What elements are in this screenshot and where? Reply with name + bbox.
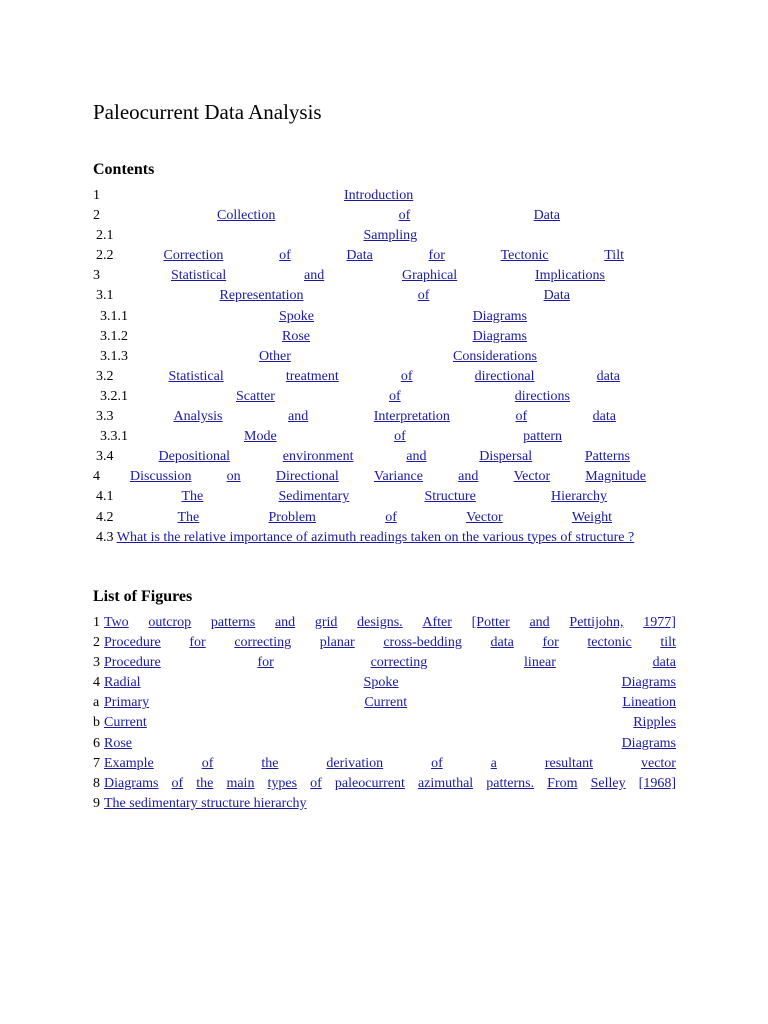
link-word: Primary — [104, 695, 150, 711]
link-word: of — [400, 368, 413, 384]
toc-number: 4.2 — [96, 509, 114, 525]
toc-link[interactable] — [182, 487, 608, 507]
link-word: the — [196, 775, 214, 791]
link-word: From — [547, 775, 578, 791]
link-word: Diagrams — [104, 775, 159, 791]
link-word: Data — [543, 288, 570, 304]
link-word: Representation — [219, 288, 304, 304]
toc-entry — [93, 387, 676, 407]
toc-entry — [93, 487, 676, 507]
link-word: directions — [514, 388, 570, 404]
toc-number: 3.2.1 — [100, 388, 128, 404]
list-of-figures-heading: List of Figures — [93, 588, 193, 605]
toc-number: 3.1.3 — [100, 348, 128, 364]
link-word: Sedimentary — [278, 489, 350, 505]
link-word: Dispersal — [479, 449, 533, 465]
link-word: for — [542, 635, 559, 651]
link-word: of — [394, 429, 406, 445]
figure-number: 8 — [93, 775, 100, 791]
figure-link[interactable] — [104, 774, 676, 794]
toc-link[interactable] — [171, 266, 605, 286]
link-word: Diagrams — [621, 675, 676, 691]
link-word: for — [257, 655, 274, 671]
link-word: vector — [640, 755, 676, 771]
link-word: Problem — [268, 509, 316, 525]
figure-entry — [93, 633, 676, 653]
link-word: Selley — [590, 775, 626, 791]
link-word: Magnitude — [585, 469, 646, 485]
toc-entry — [93, 286, 676, 306]
link-word: a — [490, 755, 497, 771]
link-word: Vector — [466, 509, 503, 525]
toc-number: 1 — [93, 188, 100, 203]
link-word: of — [388, 388, 401, 404]
link-word: linear — [524, 655, 556, 671]
link-word: Scatter — [236, 388, 275, 404]
link-word: data — [596, 368, 620, 384]
figure-entry — [93, 734, 676, 754]
figure-link[interactable] — [104, 693, 676, 713]
link-word: for — [428, 248, 445, 264]
figure-link[interactable] — [104, 633, 676, 653]
link-word: Current — [364, 695, 408, 711]
link-word: Depositional — [158, 449, 231, 465]
link-word: Procedure — [104, 635, 161, 651]
toc-link[interactable] — [178, 508, 613, 528]
link-word: pattern — [523, 429, 562, 445]
link-word: on — [226, 469, 241, 485]
link-word: of — [398, 208, 411, 224]
link-word: cross-bedding — [383, 635, 462, 651]
contents-heading: Contents — [93, 161, 155, 178]
link-word: planar — [319, 635, 355, 651]
toc-entry — [93, 307, 676, 327]
link-word: of — [279, 248, 291, 264]
link-word: tectonic — [587, 635, 632, 651]
link-word: Diagrams — [621, 735, 676, 751]
link-word: and — [304, 268, 325, 284]
link-word: The — [177, 509, 200, 525]
link-word: Patterns — [584, 449, 630, 465]
figure-link[interactable] — [104, 713, 676, 733]
figure-entry — [93, 754, 676, 774]
link-word: grid — [314, 615, 338, 630]
toc-entry — [93, 367, 676, 387]
link-word: azimuthal — [417, 775, 474, 791]
link-word: outcrop — [148, 615, 192, 630]
toc-link[interactable] — [174, 407, 617, 427]
figure-link[interactable] — [104, 734, 676, 754]
link-word: Hierarchy — [551, 489, 607, 505]
link-word: After — [422, 615, 452, 630]
link-word: main — [226, 775, 255, 791]
link-word: Procedure — [104, 655, 161, 671]
link-word: 1977] — [643, 615, 676, 630]
link-word: [Potter — [471, 615, 510, 630]
link-word: Weight — [571, 509, 612, 525]
link-word: of — [515, 409, 528, 425]
link-word: Analysis — [173, 409, 223, 425]
toc-number: 4.1 — [96, 489, 114, 505]
figure-link[interactable]: The sedimentary structure hierarchy — [104, 795, 307, 811]
figure-number: 4 — [93, 675, 100, 691]
figure-number: 7 — [93, 755, 100, 771]
toc-entry — [93, 186, 676, 206]
figure-link[interactable] — [104, 754, 676, 774]
link-word: Current — [104, 715, 147, 731]
toc-link[interactable] — [159, 447, 631, 467]
figure-entry — [93, 794, 676, 814]
link-word: and — [529, 615, 550, 630]
toc-entry — [93, 246, 676, 266]
figure-number: a — [93, 695, 100, 711]
toc-number: 4.3 — [96, 529, 117, 545]
figure-number: 6 — [93, 735, 100, 751]
link-word: Rose — [104, 735, 132, 751]
toc-link[interactable] — [364, 226, 418, 246]
toc-link[interactable] — [169, 367, 621, 387]
link-word: data — [652, 655, 676, 671]
link-word: and — [406, 449, 427, 465]
link-word: Other — [259, 348, 291, 364]
link-word: paleocurrent — [334, 775, 405, 791]
toc-number: 2.1 — [96, 228, 114, 244]
toc-link[interactable] — [236, 387, 570, 407]
link-word: of — [431, 755, 443, 771]
toc-number: 3.4 — [96, 449, 114, 465]
figure-entry — [93, 774, 676, 794]
link-word: Interpretation — [373, 409, 450, 425]
toc-entry — [93, 427, 676, 447]
link-word: Statistical — [168, 368, 224, 384]
link-word: and — [274, 615, 296, 630]
link-word: and — [288, 409, 309, 425]
link-word: patterns. — [486, 775, 535, 791]
toc-number: 2.2 — [96, 248, 114, 264]
table-of-contents — [93, 186, 676, 568]
toc-entry — [93, 327, 676, 347]
figure-number: 1 — [93, 615, 100, 630]
link-word: Collection — [217, 208, 276, 224]
figure-entry — [93, 713, 676, 733]
list-of-figures — [93, 613, 676, 814]
link-word: resultant — [544, 755, 594, 771]
link-word: Implications — [534, 268, 605, 284]
link-word: Structure — [424, 489, 476, 505]
link-word: types — [267, 775, 298, 791]
toc-link[interactable] — [220, 286, 571, 306]
link-word: treatment — [285, 368, 339, 384]
link-word: and — [458, 469, 479, 485]
link-word: Correction — [163, 248, 224, 264]
toc-link[interactable] — [344, 186, 413, 206]
toc-entry — [93, 226, 676, 246]
link-word: Variance — [374, 469, 423, 485]
link-word: Statistical — [171, 268, 227, 284]
link-word: for — [189, 635, 206, 651]
link-word: of — [310, 775, 322, 791]
toc-entry — [93, 347, 676, 367]
toc-entry — [93, 447, 676, 467]
figure-entry — [93, 673, 676, 693]
link-word: data — [490, 635, 514, 651]
figure-link[interactable] — [104, 613, 676, 633]
link-word: Directional — [275, 469, 339, 485]
link-word: of — [171, 775, 184, 791]
toc-number: 3.3 — [96, 409, 114, 425]
toc-entry — [93, 266, 676, 286]
link-word: data — [592, 409, 616, 425]
link-word: Pettijohn, — [569, 615, 624, 630]
link-word: tilt — [660, 635, 676, 651]
link-word: Mode — [244, 429, 277, 445]
figure-link[interactable] — [104, 673, 676, 693]
toc-link[interactable] — [130, 467, 646, 487]
link-word: of — [385, 509, 397, 525]
toc-entry — [93, 206, 676, 226]
figure-number: 2 — [93, 635, 100, 651]
document-title: Paleocurrent Data Analysis — [93, 100, 322, 124]
link-word: [1968] — [638, 775, 676, 791]
link-word: The — [181, 489, 204, 505]
toc-link[interactable] — [279, 307, 527, 327]
toc-link[interactable] — [164, 246, 625, 266]
link-word: Lineation — [622, 695, 676, 711]
link-word: environment — [282, 449, 354, 465]
figure-entry — [93, 613, 676, 633]
figure-entry — [93, 693, 676, 713]
toc-number: 4 — [93, 469, 100, 485]
toc-link[interactable] — [282, 327, 527, 347]
toc-number: 3.1.1 — [100, 308, 128, 324]
toc-number: 3 — [93, 268, 100, 284]
link-word: Spoke — [363, 675, 399, 691]
toc-link[interactable] — [217, 206, 560, 226]
link-word: the — [261, 755, 279, 771]
link-word: patterns — [210, 615, 256, 630]
link-word: correcting — [234, 635, 292, 651]
figure-link[interactable] — [104, 653, 676, 673]
link-word: Ripples — [633, 715, 676, 731]
link-word: Tectonic — [500, 248, 549, 264]
link-word: Diagrams — [472, 308, 527, 324]
link-word: Example — [104, 755, 154, 771]
toc-link[interactable] — [259, 347, 537, 367]
link-word: Considerations — [453, 348, 537, 364]
link-word: correcting — [370, 655, 428, 671]
link-word: of — [417, 288, 430, 304]
toc-number: 2 — [93, 208, 100, 224]
toc-number: 3.1 — [96, 288, 114, 304]
link-word: Rose — [282, 328, 310, 344]
toc-link[interactable] — [244, 427, 562, 447]
link-word: Data — [533, 208, 560, 224]
toc-entry — [93, 528, 676, 568]
link-word: Radial — [104, 675, 141, 691]
link-word: Sampling — [363, 228, 418, 244]
link-word: Graphical — [402, 268, 458, 284]
link-word: designs. — [357, 615, 403, 630]
link-word: directional — [474, 368, 535, 384]
link-word: Discussion — [130, 469, 192, 485]
toc-entry — [93, 508, 676, 528]
figure-number: 9 — [93, 795, 100, 811]
toc-number: 3.3.1 — [100, 429, 128, 445]
link-word: Vector — [513, 469, 551, 485]
toc-number: 3.2 — [96, 368, 114, 384]
figure-number: 3 — [93, 655, 100, 671]
toc-entry — [93, 407, 676, 427]
link-word: Two — [104, 615, 129, 630]
link-word: Spoke — [279, 308, 314, 324]
link-word: derivation — [326, 755, 384, 771]
link-word: Tilt — [604, 248, 624, 264]
link-word: Data — [346, 248, 373, 264]
link-word: Diagrams — [472, 328, 527, 344]
toc-number: 3.1.2 — [100, 328, 128, 344]
link-word: Introduction — [344, 188, 414, 203]
toc-link[interactable]: What is the relative importance of azimuth readings taken on the various types of structure ? — [116, 529, 635, 545]
figure-number: b — [93, 715, 100, 731]
toc-entry — [93, 467, 676, 487]
figure-entry — [93, 653, 676, 673]
link-word: of — [201, 755, 214, 771]
